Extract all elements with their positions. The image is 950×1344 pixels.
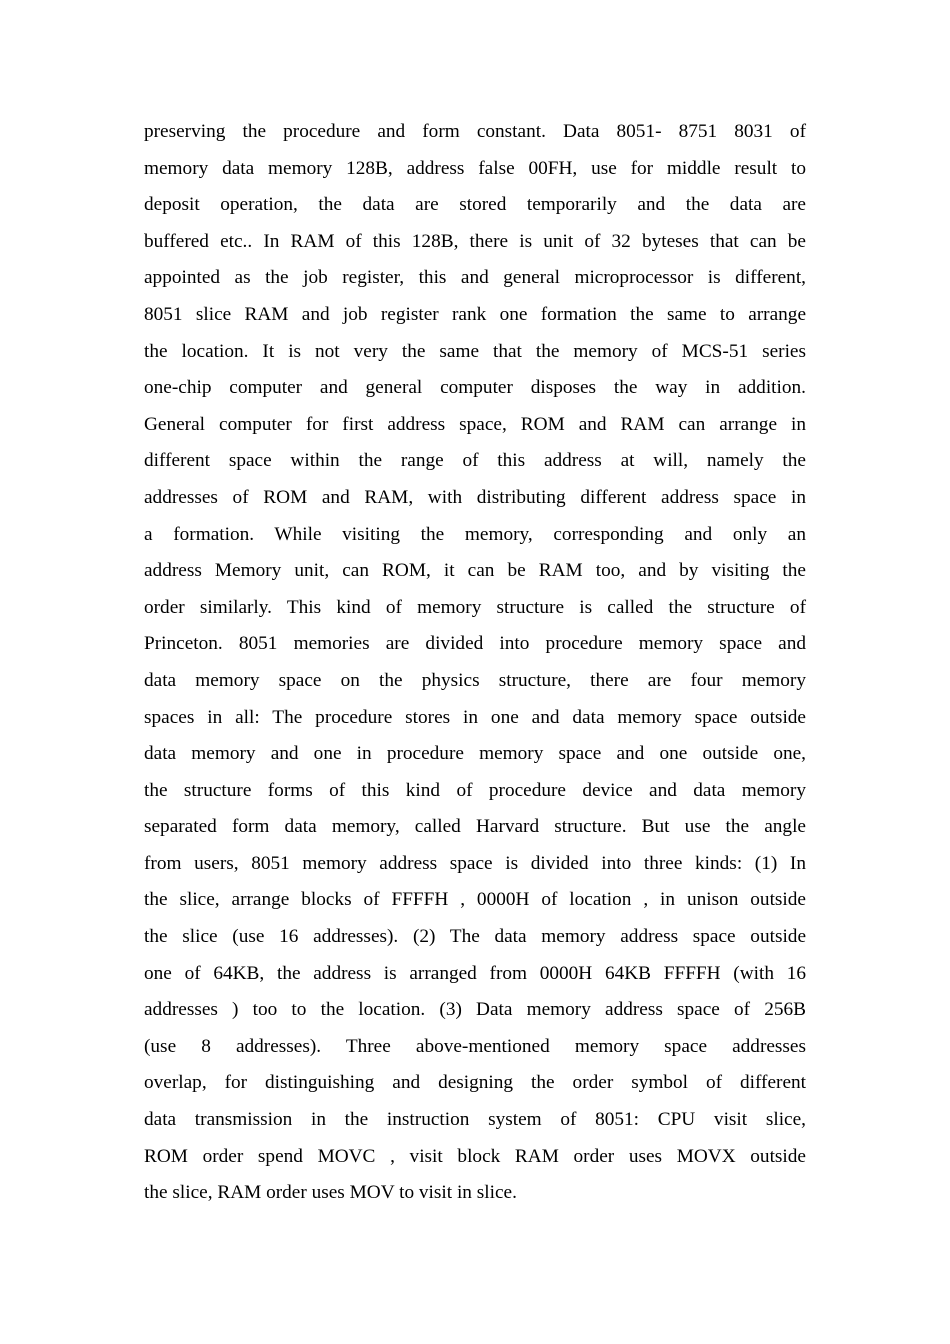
text-line: overlap, for distinguishing and designing the order symbol of different xyxy=(144,1072,806,1094)
text-line: memory data memory 128B, address false 00FH, use for middle result to xyxy=(144,157,806,179)
text-line: order similarly. This kind of memory structure is called the structure of xyxy=(144,596,806,618)
text-line: Princeton. 8051 memories are divided into procedure memory space and xyxy=(144,633,806,655)
text-line: separated form data memory, called Harvard structure. But use the angle xyxy=(144,816,806,838)
text-line: one-chip computer and general computer disposes the way in addition. xyxy=(144,377,806,399)
text-line: ROM order spend MOVC , visit block RAM order uses MOVX outside xyxy=(144,1145,806,1167)
text-line: one of 64KB, the address is arranged from 0000H 64KB FFFFH (with 16 xyxy=(144,962,806,984)
body-paragraph xyxy=(144,114,806,1212)
text-line: data memory space on the physics structure, there are four memory xyxy=(144,669,806,691)
text-line: the slice, arrange blocks of FFFFH , 0000H of location , in unison outside xyxy=(144,889,806,911)
text-line: data transmission in the instruction system of 8051: CPU visit slice, xyxy=(144,1109,806,1131)
text-line: deposit operation, the data are stored temporarily and the data are xyxy=(144,194,806,216)
text-line: (use 8 addresses). Three above-mentioned memory space addresses xyxy=(144,1035,806,1057)
text-line: the slice, RAM order uses MOV to visit in slice. xyxy=(144,1182,517,1204)
text-line: buffered etc.. In RAM of this 128B, there is unit of 32 byteses that can be xyxy=(144,230,806,252)
text-line: 8051 slice RAM and job register rank one formation the same to arrange xyxy=(144,303,806,325)
text-line: a formation. While visiting the memory, corresponding and only an xyxy=(144,523,806,545)
text-line: preserving the procedure and form constant. Data 8051- 8751 8031 of xyxy=(144,121,806,142)
text-line: General computer for first address space, ROM and RAM can arrange in xyxy=(144,413,806,435)
text-line: appointed as the job register, this and general microprocessor is different, xyxy=(144,267,806,289)
text-line: addresses ) too to the location. (3) Data memory address space of 256B xyxy=(144,999,806,1021)
text-line: the slice (use 16 addresses). (2) The data memory address space outside xyxy=(144,926,806,948)
text-line: address Memory unit, can ROM, it can be RAM too, and by visiting the xyxy=(144,560,806,582)
text-line: different space within the range of this address at will, namely the xyxy=(144,450,806,472)
text-line: addresses of ROM and RAM, with distributing different address space in xyxy=(144,486,806,508)
text-line: data memory and one in procedure memory space and one outside one, xyxy=(144,743,806,765)
text-line: spaces in all: The procedure stores in one and data memory space outside xyxy=(144,706,806,728)
text-line: from users, 8051 memory address space is divided into three kinds: (1) In xyxy=(144,852,806,874)
text-line: the location. It is not very the same that the memory of MCS-51 series xyxy=(144,340,806,362)
text-line: the structure forms of this kind of procedure device and data memory xyxy=(144,779,806,801)
